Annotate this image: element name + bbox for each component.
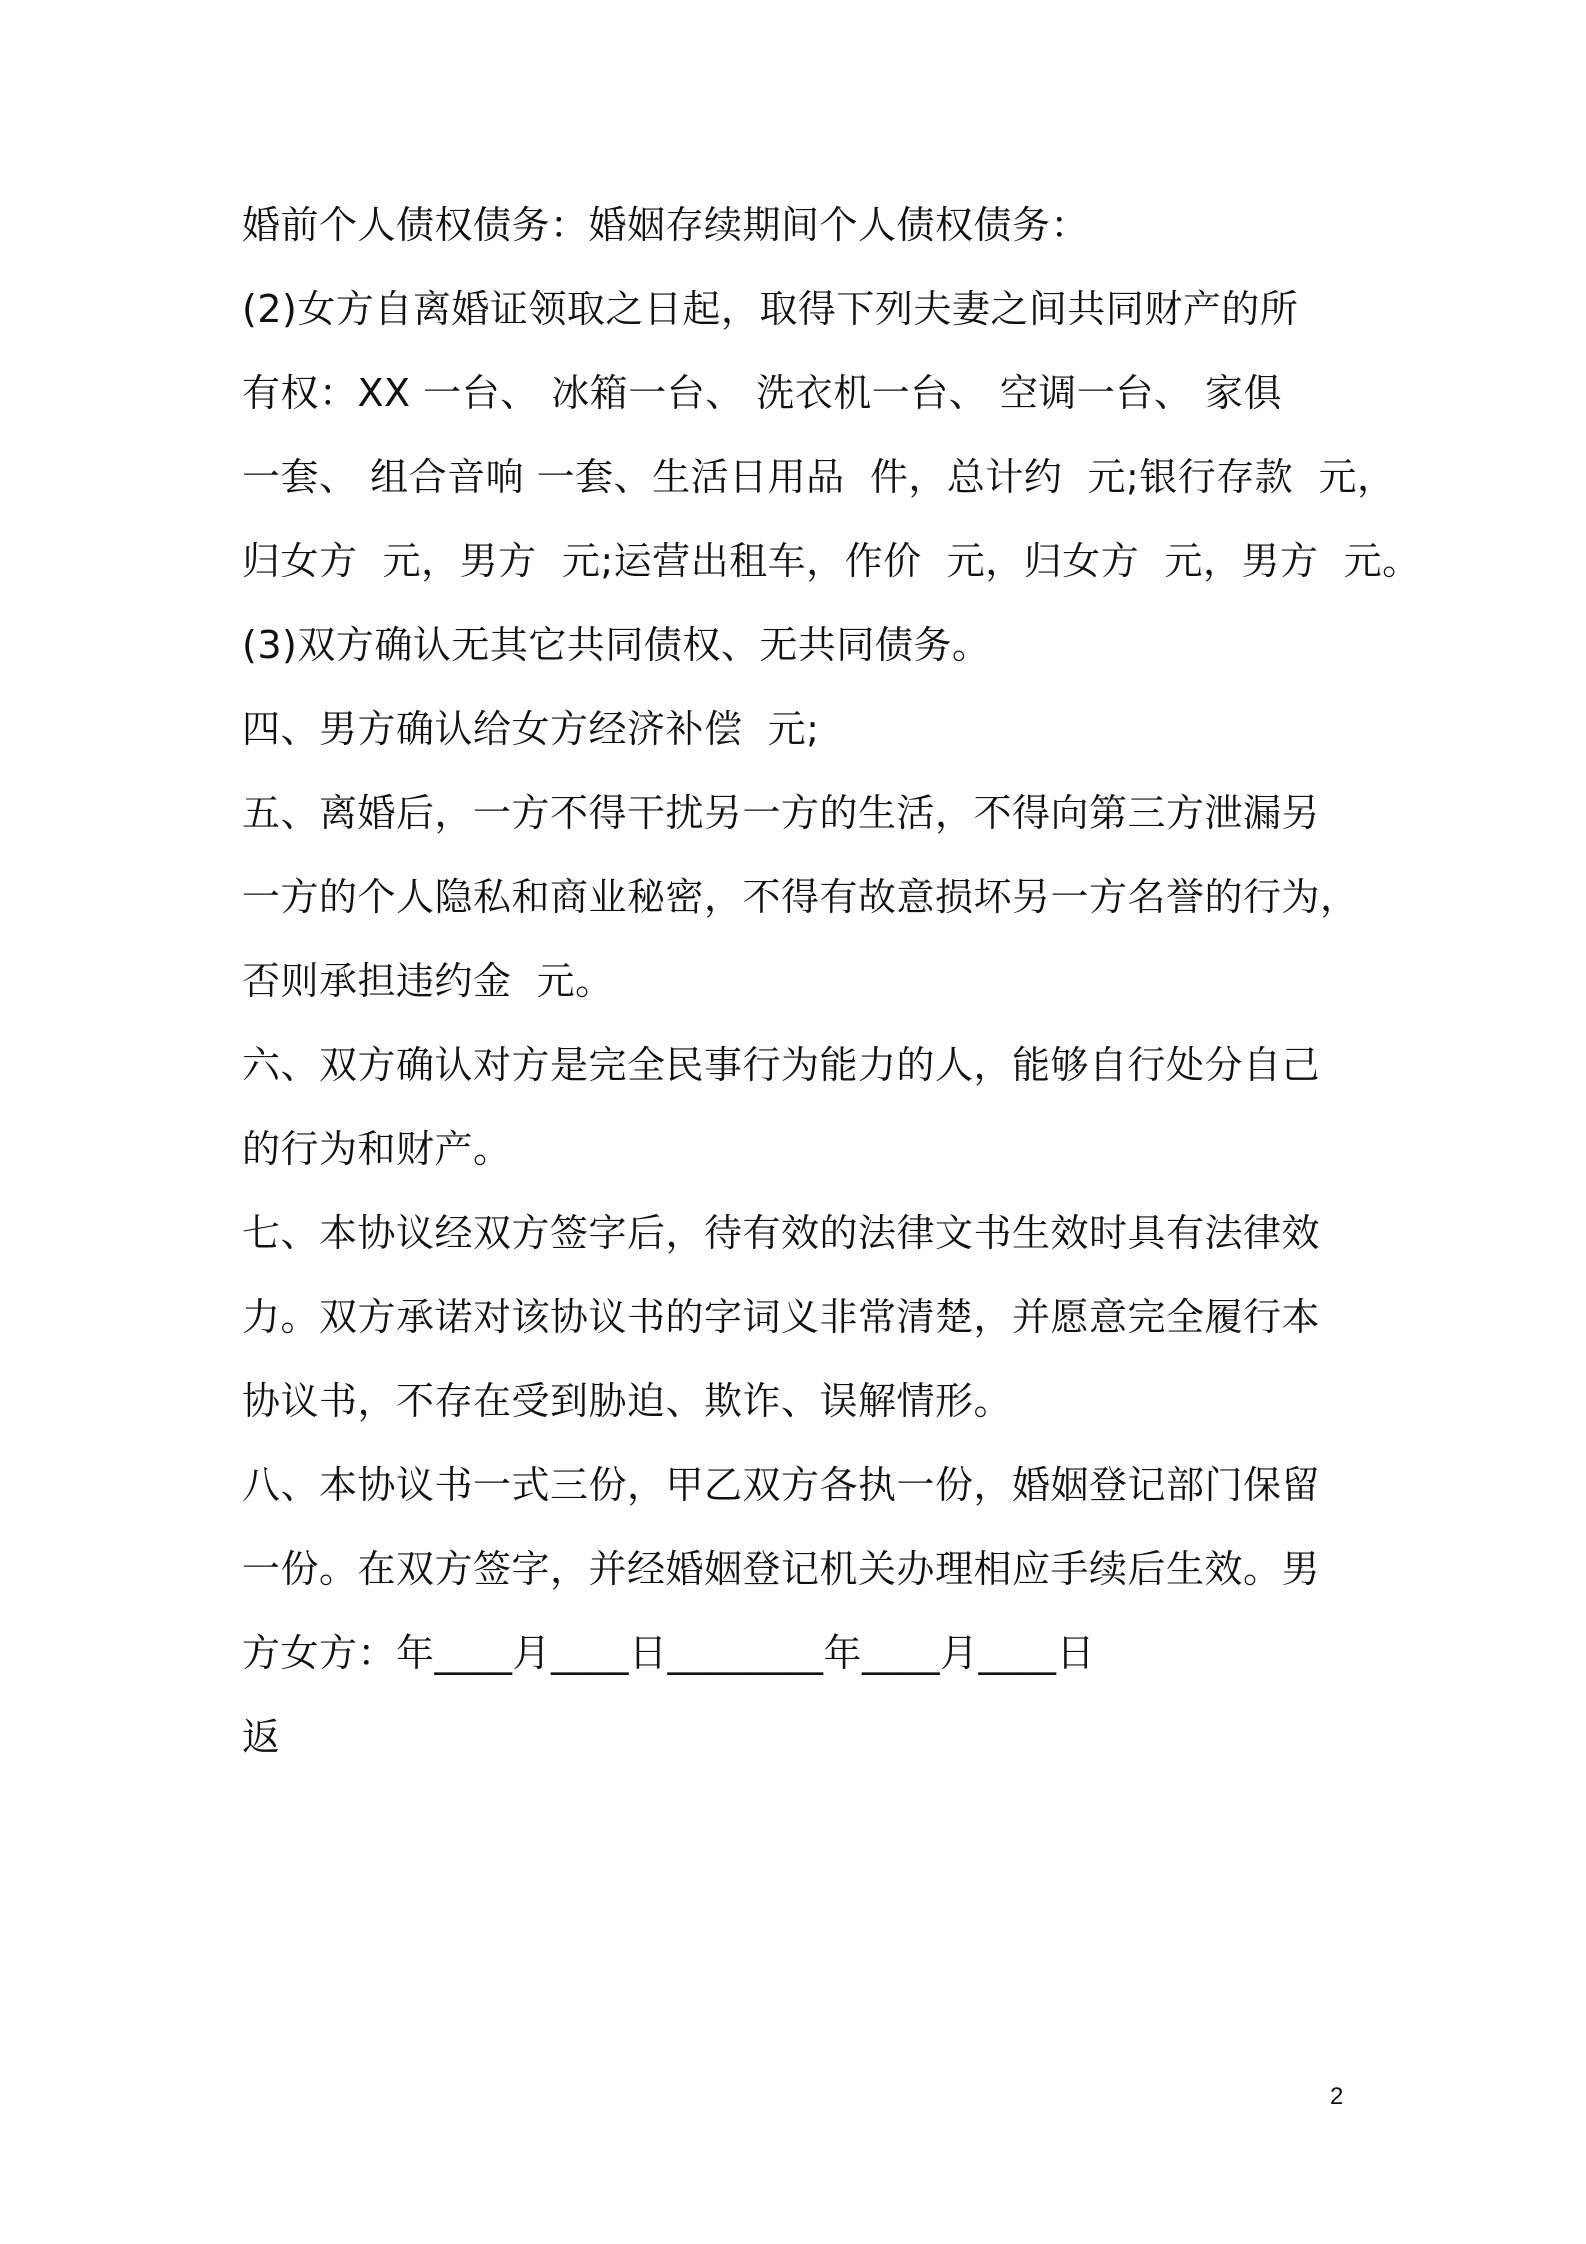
text-line-7: 四、男方确认给女方经济补偿 元; (242, 707, 820, 751)
text-line-9: 一方的个人隐私和商业秘密，不得有故意损坏另一方名誉的行为， (242, 875, 1359, 919)
text-line-19: 返 (242, 1715, 281, 1759)
text-line-8: 五、离婚后，一方不得干扰另一方的生活，不得向第三方泄漏另 (242, 791, 1321, 835)
text-line-4: 一套、 组合音响 一套、生活日用品 件，总计约 元;银行存款 元， (242, 455, 1396, 499)
text-line-14: 力。双方承诺对该协议书的字词义非常清楚，并愿意完全履行本 (242, 1295, 1321, 1339)
text-line-10: 否则承担违约金 元。 (242, 959, 614, 1003)
text-line-3: 有权：XX 一台、 冰箱一台、 洗衣机一台、 空调一台、 家俱 (242, 371, 1282, 415)
text-line-11: 六、双方确认对方是完全民事行为能力的人，能够自行处分自己 (242, 1043, 1321, 1087)
text-line-13: 七、本协议经双方签字后，待有效的法律文书生效时具有法律效 (242, 1211, 1321, 1255)
text-line-15: 协议书，不存在受到胁迫、欺诈、误解情形。 (242, 1379, 1013, 1423)
text-line-18: 方女方：年____月____日________年____月____日 (242, 1631, 1096, 1675)
text-line-17: 一份。在双方签字，并经婚姻登记机关办理相应手续后生效。男 (242, 1547, 1321, 1591)
text-line-12: 的行为和财产。 (242, 1127, 512, 1171)
text-line-16: 八、本协议书一式三份，甲乙双方各执一份，婚姻登记部门保留 (242, 1463, 1321, 1507)
text-line-1: 婚前个人债权债务：婚姻存续期间个人债权债务： (242, 203, 1090, 247)
text-line-6: (3)双方确认无其它共同债权、无共同债务。 (242, 623, 991, 667)
text-line-5: 归女方 元，男方 元;运营出租车，作价 元，归女方 元，男方 元。 (242, 539, 1421, 583)
page-number: 2 (1330, 2083, 1344, 2110)
text-line-2: (2)女方自离婚证领取之日起，取得下列夫妻之间共同财产的所 (242, 287, 1299, 331)
